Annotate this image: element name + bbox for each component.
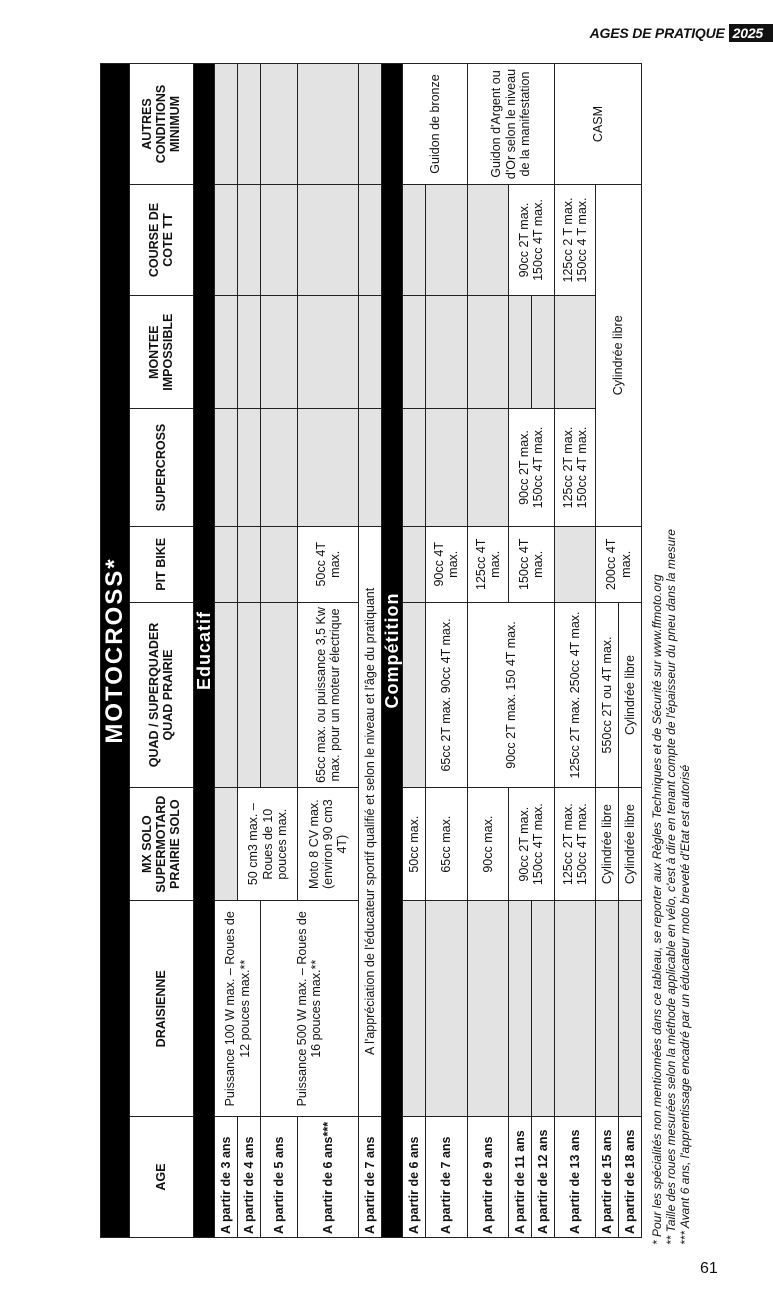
age-cell: A partir de 11 ans bbox=[509, 1117, 532, 1238]
quad-cell: 65cc 2T max. 90cc 4T max. bbox=[426, 603, 468, 788]
pit-cell: 125cc 4T max. bbox=[467, 526, 509, 602]
empty-cell bbox=[554, 295, 596, 408]
motocross-table bbox=[100, 63, 642, 1238]
empty-cell bbox=[215, 295, 238, 408]
quad-cell: 550cc 2T ou 4T max. bbox=[596, 603, 619, 788]
educatif-7-cell: A l'appréciation de l'éducateur sportif qualifié et selon le niveau et l'âge du pratiquant bbox=[358, 526, 381, 1117]
montee-cell: Cylindrée libre bbox=[596, 185, 642, 527]
mx-cell: 50 cm3 max. – Roues de 10 pouces max. bbox=[238, 787, 298, 900]
supercross-cell: 125cc 2T max. 150cc 4T max. bbox=[554, 409, 596, 526]
empty-cell bbox=[531, 295, 554, 408]
age-cell: A partir de 6 ans*** bbox=[298, 1117, 358, 1238]
empty-cell bbox=[426, 409, 468, 526]
empty-cell bbox=[260, 526, 298, 602]
mx-cell: Moto 8 CV max. (environ 90 cm3 4T) bbox=[298, 787, 358, 900]
empty-cell bbox=[215, 787, 238, 900]
footnote: *** Avant 6 ans, l'apprentissage encadré par un éducateur moto breveté d'Etat est autorisé bbox=[678, 764, 692, 1245]
empty-cell bbox=[619, 901, 642, 1117]
empty-cell bbox=[260, 603, 298, 788]
table-title: MOTOCROSS* bbox=[101, 64, 130, 1238]
empty-cell bbox=[426, 901, 468, 1117]
empty-cell bbox=[509, 295, 532, 408]
col-age: AGE bbox=[129, 1117, 193, 1238]
section-competition: Compétition bbox=[381, 64, 403, 1238]
empty-cell bbox=[260, 295, 298, 408]
supercross-cell: 90cc 2T max. 150cc 4T max. bbox=[509, 409, 555, 526]
footnote: * Pour les spécialités non mentionnées dans ce tableau, se reporter aux Règles Techniques et de Sécurité sur www.ffmoto.org bbox=[650, 574, 664, 1245]
age-cell: A partir de 13 ans bbox=[554, 1117, 596, 1238]
empty-cell bbox=[426, 185, 468, 296]
empty-cell bbox=[215, 185, 238, 296]
col-autres: AUTRES CONDITIONS MINIMUM bbox=[129, 64, 193, 185]
empty-cell bbox=[238, 526, 261, 602]
course-cell: 125cc 2 T max. 150cc 4 T max. bbox=[554, 185, 596, 296]
empty-cell bbox=[298, 185, 358, 296]
empty-cell bbox=[298, 409, 358, 526]
header-label: AGES DE PRATIQUE bbox=[589, 25, 725, 41]
age-cell: A partir de 9 ans bbox=[467, 1117, 509, 1238]
mx-cell: 65cc max. bbox=[426, 787, 468, 900]
empty-cell bbox=[298, 64, 358, 185]
page-header bbox=[576, 24, 773, 42]
empty-cell bbox=[215, 409, 238, 526]
empty-cell bbox=[238, 409, 261, 526]
empty-cell bbox=[596, 901, 619, 1117]
empty-cell bbox=[426, 295, 468, 408]
empty-cell bbox=[403, 185, 426, 296]
mx-cell: 125cc 2T max. 150cc 4T max. bbox=[554, 787, 596, 900]
section-educatif: Educatif bbox=[193, 64, 215, 1238]
empty-cell bbox=[554, 526, 596, 602]
rotated-table-wrapper bbox=[100, 63, 642, 1238]
footnotes bbox=[650, 95, 692, 1245]
footnote: ** Taille des roues mesurées selon la méthode applicable en vélo, c'est à dire en tenant compte de l'épaisseur du pneu dans la mesure bbox=[664, 529, 678, 1245]
empty-cell bbox=[403, 901, 426, 1117]
empty-cell bbox=[403, 603, 426, 788]
empty-cell bbox=[358, 409, 381, 526]
empty-cell bbox=[509, 901, 532, 1117]
age-cell: A partir de 12 ans bbox=[531, 1117, 554, 1238]
empty-cell bbox=[467, 901, 509, 1117]
empty-cell bbox=[467, 295, 509, 408]
quad-cell: 125cc 2T max. 250cc 4T max. bbox=[554, 603, 596, 788]
col-quad: QUAD / SUPERQUADER QUAD PRAIRIE bbox=[129, 603, 193, 788]
mx-cell: 90cc max. bbox=[467, 787, 509, 900]
empty-cell bbox=[215, 64, 238, 185]
age-cell: A partir de 5 ans bbox=[260, 1117, 298, 1238]
empty-cell bbox=[298, 295, 358, 408]
empty-cell bbox=[403, 526, 426, 602]
age-cell: A partir de 7 ans bbox=[358, 1117, 381, 1238]
quad-cell: 90cc 2T max. 150 4T max. bbox=[467, 603, 554, 788]
draisienne-cell: Puissance 500 W max. – Roues de 16 pouces max.** bbox=[260, 901, 358, 1117]
empty-cell bbox=[260, 409, 298, 526]
empty-cell bbox=[467, 185, 509, 296]
empty-cell bbox=[238, 603, 261, 788]
empty-cell bbox=[531, 901, 554, 1117]
age-cell: A partir de 3 ans bbox=[215, 1117, 238, 1238]
age-cell: A partir de 18 ans bbox=[619, 1117, 642, 1238]
empty-cell bbox=[238, 185, 261, 296]
age-cell: A partir de 6 ans bbox=[403, 1117, 426, 1238]
empty-cell bbox=[215, 526, 238, 602]
col-pit-bike: PIT BIKE bbox=[129, 526, 193, 602]
col-course: COURSE DE COTE TT bbox=[129, 185, 193, 296]
age-cell: A partir de 4 ans bbox=[238, 1117, 261, 1238]
autres-cell: CASM bbox=[554, 64, 641, 185]
empty-cell bbox=[358, 64, 381, 185]
empty-cell bbox=[358, 295, 381, 408]
empty-cell bbox=[554, 901, 596, 1117]
quad-cell: Cylindrée libre bbox=[619, 603, 642, 788]
quad-cell: 65cc max. ou puissance 3,5 Kw max. pour un moteur électrique bbox=[298, 603, 358, 788]
age-cell: A partir de 7 ans bbox=[426, 1117, 468, 1238]
col-draisienne: DRAISIENNE bbox=[129, 901, 193, 1117]
draisienne-cell: Puissance 100 W max. – Roues de 12 pouces max.** bbox=[215, 901, 261, 1117]
autres-cell: Guidon de bronze bbox=[403, 64, 467, 185]
mx-cell: 50cc max. bbox=[403, 787, 426, 900]
header-year: 2025 bbox=[729, 24, 773, 42]
pit-cell: 90cc 4T max. bbox=[426, 526, 468, 602]
empty-cell bbox=[467, 409, 509, 526]
col-supercross: SUPERCROSS bbox=[129, 409, 193, 526]
col-montee: MONTEE IMPOSSIBLE bbox=[129, 295, 193, 408]
pit-cell: 50cc 4T max. bbox=[298, 526, 358, 602]
pit-cell: 150cc 4T max. bbox=[509, 526, 555, 602]
empty-cell bbox=[238, 295, 261, 408]
page-number: 61 bbox=[700, 1260, 718, 1277]
empty-cell bbox=[403, 295, 426, 408]
course-cell: 90cc 2T max. 150cc 4T max. bbox=[509, 185, 555, 296]
mx-cell: 90cc 2T max. 150cc 4T max. bbox=[509, 787, 555, 900]
mx-cell: Cylindrée libre bbox=[619, 787, 642, 900]
empty-cell bbox=[358, 185, 381, 296]
autres-cell: Guidon d'Argent ou d'Or selon le niveau de la manifestation bbox=[467, 64, 554, 185]
empty-cell bbox=[215, 603, 238, 788]
col-mx-solo: MX SOLO SUPERMOTARD PRAIRIE SOLO bbox=[129, 787, 193, 900]
empty-cell bbox=[403, 409, 426, 526]
mx-cell: Cylindrée libre bbox=[596, 787, 619, 900]
pit-cell: 200cc 4T max. bbox=[596, 526, 642, 602]
empty-cell bbox=[238, 64, 261, 185]
empty-cell bbox=[260, 64, 298, 185]
age-cell: A partir de 15 ans bbox=[596, 1117, 619, 1238]
empty-cell bbox=[260, 185, 298, 296]
